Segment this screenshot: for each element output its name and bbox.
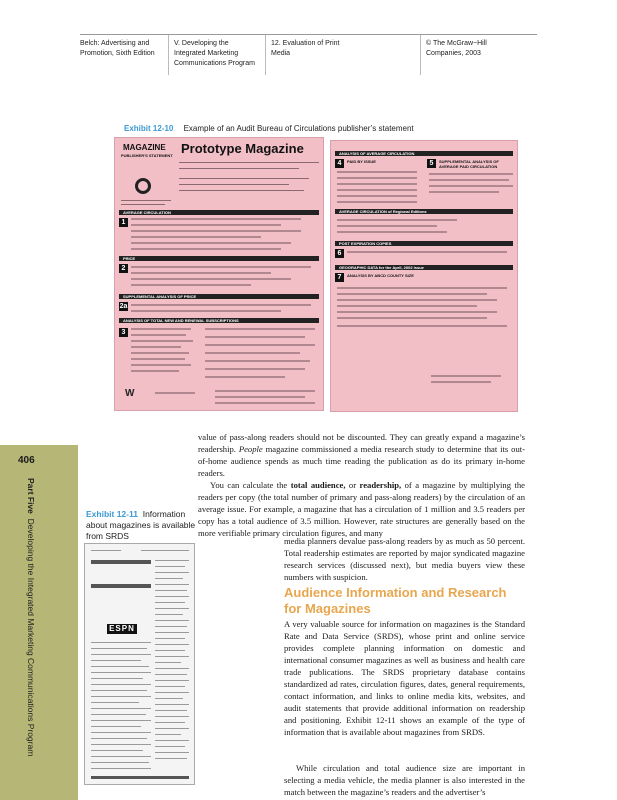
text-run: magazine commissioned a media research study to determine that its out-of-home audience spends as much time reading the publication as do its primary in-home readers. — [198, 444, 525, 478]
header-book-title: Belch: Advertising and Promotion, Sixth Edition — [80, 40, 155, 57]
srds-listing-image — [84, 543, 195, 785]
body-paragraph — [198, 479, 525, 539]
text-run: of a magazine by multiplying the readers per copy (the total number of primary and pass-along readers) by the circulation of an average issue. For example, a magazine that has a circulation of 1 million and 3.5 readers per copy has a total audience of 3.5 million. However, rate structures are generally based on the more verifiable primary circulation figures, and many — [198, 480, 525, 538]
body-paragraph — [198, 431, 525, 479]
italic-term: People — [238, 444, 263, 454]
exhibit-caption-text: Information about magazines is available from SRDS — [86, 509, 196, 541]
section-bar — [119, 256, 319, 261]
header-divider — [168, 35, 169, 75]
exhibit-12-10-caption — [124, 124, 414, 133]
header-part: V. Developing the Integrated Marketing Communications Program — [174, 40, 255, 67]
header-copyright: © The McGraw−Hill Companies, 2003 — [426, 40, 487, 57]
header-chapter: 12. Evaluation of Print Media — [271, 40, 340, 57]
abc-logo-icon — [135, 178, 151, 194]
text-run: value of pass-along readers should not be discounted. They can greatly expand a magazine’s readership. — [198, 432, 525, 454]
section-badge: 5 — [427, 159, 436, 168]
section-badge: 2a — [119, 303, 128, 310]
text-run: You can calculate the — [210, 480, 291, 490]
page-number: 406 — [18, 455, 35, 466]
section-badge: 1 — [119, 218, 128, 227]
body-paragraph: While circulation and total audience size are important in selecting a media vehicle, the media planner is also interested in the match between the magazine’s readers and the advertiser’s — [284, 763, 525, 797]
body-paragraph: A very valuable source for information on magazines is the Standard Rate and Data Service (SRDS), whose print and online service provides complete planning information on domestic and international consumer magazines as well as business and health care trade publications. The SRDS proprietary database contains standardized ad rates, circulation figures, dates, general requirements, contact information, and links to online media kits, websites, and audit statements that provide additional information on readership and positioning. Exhibit 12-11 shows an example of the type of information that is available about magazines from SRDS. — [284, 619, 525, 737]
abc-statement-page-2: ANALYSIS OF AVERAGE CIRCULATION 4 5 PAID BY ISSUE SUPPLEMENTAL ANALYSIS OF AVERAGE PAID CIRCULATION AVERAGE CIRCULATION of Regional Editions POST EXPIRATION COPIES 6 GEOGRAPHIC DATA for the April, 2002 Issue 7 ANALYSIS BY ABCD COUNTY SIZE — [330, 140, 518, 412]
section-badge: 3 — [119, 328, 128, 337]
header-divider — [265, 35, 266, 75]
part-title: Developing the Integrated Marketing Communications Program — [26, 518, 36, 757]
running-header — [80, 34, 537, 76]
statement-subtitle: PUBLISHER'S STATEMENT — [121, 153, 173, 158]
section-badge: 7 — [335, 273, 344, 282]
exhibit-12-11-caption — [86, 509, 198, 542]
part-title-vertical — [22, 478, 38, 778]
sidebar-band — [0, 445, 78, 800]
header-divider — [420, 35, 421, 75]
exhibit-label: Exhibit 12-10 — [124, 124, 174, 133]
part-label: Part Five — [26, 478, 36, 514]
bold-term: readership, — [359, 480, 402, 490]
section-badge: 4 — [335, 159, 344, 168]
exhibit-caption-text: Example of an Audit Bureau of Circulations publisher’s statement — [183, 124, 414, 133]
espn-logo: ESPN — [107, 624, 137, 634]
www-logo-icon: W — [125, 388, 135, 399]
section-heading: Audience Information and Research for Magazines — [284, 585, 507, 616]
exhibit-label: Exhibit 12-11 — [86, 509, 138, 519]
section-badge: 6 — [335, 249, 344, 258]
body-paragraph: media planners devalue pass-along readers by as much as 50 percent. Total readership estimates are reported by major syndicated magazine research services (discussed next), but media buyers view these numbers with suspicion. — [284, 536, 525, 582]
section-badge: 2 — [119, 264, 128, 273]
statement-magazine-label: MAGAZINE — [123, 143, 166, 152]
text-run: or — [345, 480, 360, 490]
statement-title: Prototype Magazine — [181, 141, 304, 156]
bold-term: total audience, — [290, 480, 346, 490]
abc-statement-page-1: MAGAZINE PUBLISHER'S STATEMENT Prototype Magazine AVERAGE CIRCULATION 1 PRICE 2 SUPPLEMENTAL ANALYSIS OF PRICE 2a ANALYSIS OF TOTAL NEW AND RENEWAL SUBSCRIPTIONS 3 W — [114, 137, 324, 411]
